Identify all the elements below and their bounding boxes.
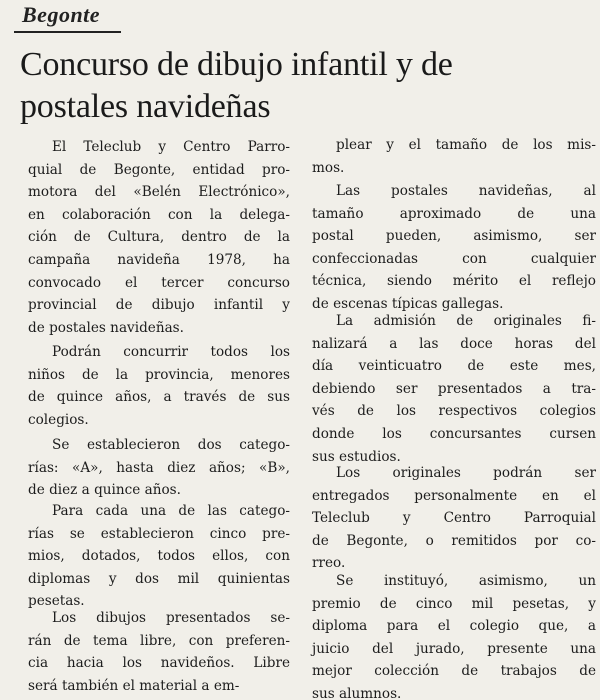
- text-line: vés de los respectivos colegios: [312, 403, 596, 420]
- text-line: rreo.: [312, 555, 346, 572]
- text-line: de Begonte, o remitidos por co-: [312, 532, 596, 549]
- text-line: nalizará a las doce horas del: [312, 335, 596, 352]
- paragraph: [28, 136, 290, 339]
- paragraph: [312, 570, 596, 700]
- text-line: entregados personalmente en el: [312, 487, 596, 504]
- text-line: rías se establecieron cinco pre-: [28, 525, 290, 542]
- text-line: de diez a quince años.: [28, 482, 181, 499]
- text-line: diploma para el colegio que, a: [312, 618, 596, 635]
- text-line: motora del «Belén Electrónico»,: [28, 184, 290, 201]
- text-line: Para cada una de las catego-: [52, 503, 290, 519]
- text-line: provincial de dibujo infantil y: [28, 297, 290, 314]
- paragraph: [312, 462, 596, 575]
- text-line: sus estudios.: [312, 448, 401, 465]
- text-line: diplomas y dos mil quinientas: [28, 570, 290, 587]
- text-line: será también el material a em-: [28, 677, 240, 694]
- text-line: donde los concursantes cursen: [312, 425, 596, 442]
- text-line: juicio del jurado, presente una: [312, 640, 596, 657]
- text-line: de postales navideñas.: [28, 319, 184, 336]
- headline-line: postales navideñas: [20, 88, 271, 125]
- headline: [20, 44, 595, 128]
- text-line: mos.: [312, 159, 345, 176]
- headline-line: Concurso de dibujo infantil y de: [20, 46, 453, 83]
- text-line: sus alumnos.: [312, 685, 402, 700]
- text-line: Se instituyó, asimismo, un: [336, 573, 596, 589]
- section-label: Begonte: [22, 2, 101, 27]
- text-line: en colaboración con la delega-: [28, 206, 290, 223]
- text-line: premio de cinco mil pesetas, y: [312, 595, 596, 612]
- paragraph: [28, 434, 290, 502]
- text-line: rán de tema libre, con preferen-: [28, 632, 290, 649]
- text-line: día veinticuatro de este mes,: [312, 358, 596, 375]
- paragraph: [312, 310, 596, 468]
- text-line: convocado el tercer concurso: [28, 274, 290, 291]
- paragraph: [28, 500, 290, 613]
- text-line: de escenas típicas gallegas.: [312, 295, 504, 312]
- text-line: confeccionadas con cualquier: [312, 250, 596, 267]
- text-line: campaña navideña 1978, ha: [28, 251, 290, 268]
- text-line: Los dibujos presentados se-: [52, 610, 290, 626]
- text-line: de quince años, a través de sus: [28, 389, 290, 406]
- text-line: La admisión de originales fi-: [336, 313, 596, 329]
- text-line: mios, dotados, todos ellos, con: [28, 548, 290, 565]
- text-line: quial de Begonte, entidad pro-: [28, 161, 290, 178]
- text-line: rías: «A», hasta diez años; «B»,: [28, 459, 290, 476]
- text-line: Las postales navideñas, al: [336, 183, 596, 199]
- text-line: pesetas.: [28, 593, 85, 610]
- text-line: Podrán concurrir todos los: [52, 344, 290, 360]
- text-line: El Teleclub y Centro Parro-: [52, 139, 290, 155]
- paragraph: [28, 341, 290, 431]
- text-line: colegios.: [28, 411, 89, 428]
- text-line: debiendo ser presentados a tra-: [312, 380, 596, 397]
- text-line: técnica, siendo mérito el reflejo: [312, 273, 596, 290]
- text-line: ción de Cultura, dentro de la: [28, 229, 290, 246]
- paragraph: [28, 607, 290, 697]
- text-line: Teleclub y Centro Parroquial: [312, 510, 596, 527]
- text-line: postal pueden, asimismo, ser: [312, 228, 596, 245]
- text-line: Se establecieron dos catego-: [52, 437, 290, 453]
- section-rule: [14, 31, 121, 33]
- paragraph: [312, 180, 596, 316]
- text-line: mejor colección de trabajos de: [312, 663, 596, 680]
- text-line: Los originales podrán ser: [336, 465, 596, 481]
- text-line: tamaño aproximado de una: [312, 205, 596, 222]
- paragraph: [312, 134, 596, 179]
- text-line: niños de la provincia, menores: [28, 366, 290, 383]
- text-line: plear y el tamaño de los mis-: [336, 137, 596, 153]
- text-line: cia hacia los navideños. Libre: [28, 655, 290, 672]
